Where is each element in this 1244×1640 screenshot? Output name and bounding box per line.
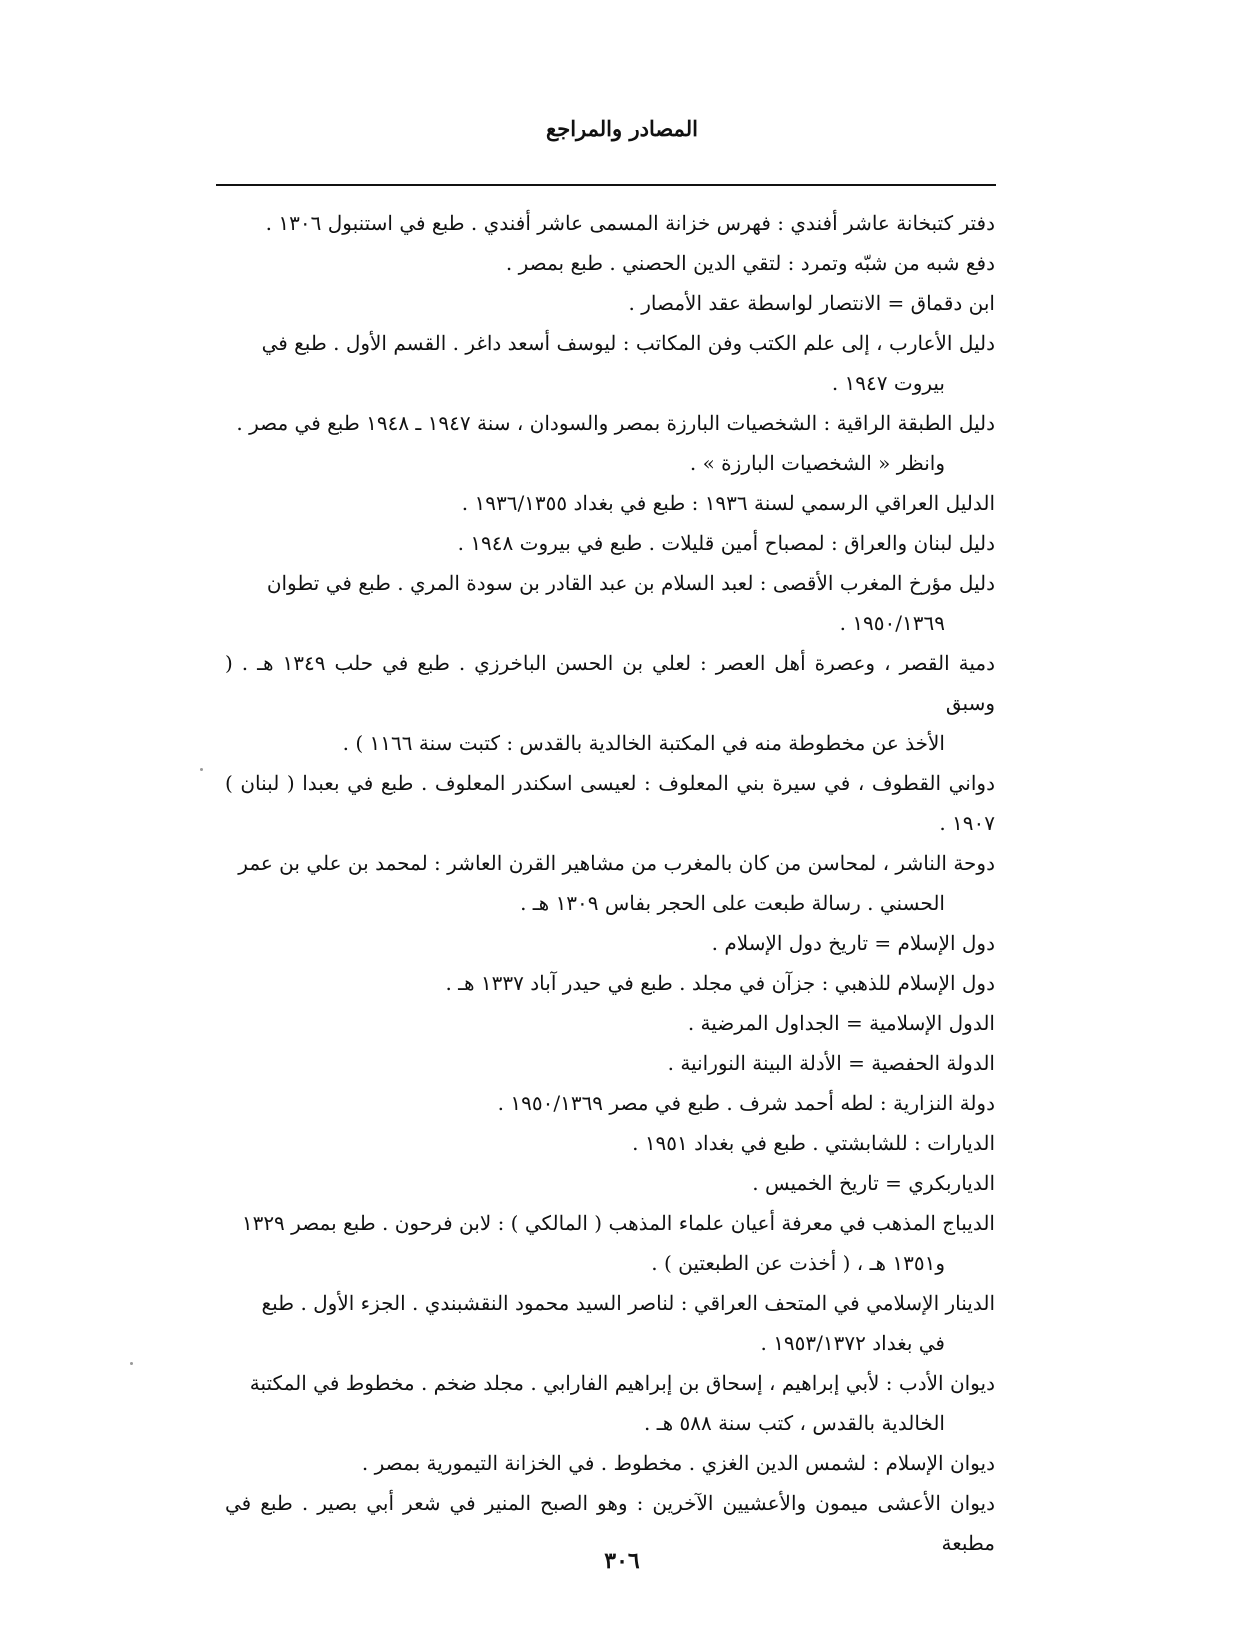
entry-text: دول الإسلام للذهبي : جزآن في مجلد . طبع في حيدر آباد ١٣٣٧ هـ . xyxy=(445,971,995,995)
entry-text: الدليل العراقي الرسمي لسنة ١٩٣٦ : طبع في بغداد ١٩٣٦/١٣٥٥ . xyxy=(461,491,995,515)
bibliography-entry xyxy=(225,1283,995,1363)
header-divider xyxy=(216,184,996,186)
entry-text: ديوان الأدب : لأبي إبراهيم ، إسحاق بن إبراهيم الفارابي . مجلد ضخم . مخطوط في المكتبة xyxy=(249,1371,995,1395)
bibliography-entry xyxy=(225,283,995,323)
entry-text: الدولة الحفصية = الأدلة البينة النورانية . xyxy=(667,1051,995,1075)
entry-text: دولة النزارية : لطه أحمد شرف . طبع في مصر ١٩٥٠/١٣٦٩ . xyxy=(497,1091,995,1115)
bibliography-entry xyxy=(225,1123,995,1163)
bibliography-entry xyxy=(225,763,995,843)
bibliography-entry xyxy=(225,243,995,283)
bibliography-entry xyxy=(225,843,995,923)
entry-text: دليل الطبقة الراقية : الشخصيات البارزة بمصر والسودان ، سنة ١٩٤٧ ـ ١٩٤٨ طبع في مصر . xyxy=(236,411,995,435)
entry-text: الدول الإسلامية = الجداول المرضية . xyxy=(687,1011,995,1035)
bibliography-entry xyxy=(225,1163,995,1203)
entry-text: الديارات : للشابشتي . طبع في بغداد ١٩٥١ . xyxy=(632,1131,995,1155)
entry-text: دليل الأعارب ، إلى علم الكتب وفن المكاتب : ليوسف أسعد داغر . القسم الأول . طبع في xyxy=(261,331,995,355)
entry-text: دمية القصر ، وعصرة أهل العصر : لعلي بن الحسن الباخرزي . طبع في حلب ١٣٤٩ هـ . ( وسبق xyxy=(225,651,995,715)
entry-text: دليل مؤرخ المغرب الأقصى : لعبد السلام بن عبد القادر بن سودة المري . طبع في تطوان xyxy=(266,571,995,595)
bibliography-entry xyxy=(225,483,995,523)
entry-continuation: و١٣٥١ هـ ، ( أخذت عن الطبعتين ) . xyxy=(651,1251,945,1275)
entry-continuation: الحسني . رسالة طبعت على الحجر بفاس ١٣٠٩ هـ . xyxy=(520,891,945,915)
bibliography-entry xyxy=(225,1363,995,1443)
entry-text: دول الإسلام = تاريخ دول الإسلام . xyxy=(711,931,995,955)
page-title: المصادر والمراجع xyxy=(546,116,698,141)
entry-text: دليل لبنان والعراق : لمصباح أمين قليلات . طبع في بيروت ١٩٤٨ . xyxy=(457,531,995,555)
entry-text: ديوان الإسلام : لشمس الدين الغزي . مخطوط . في الخزانة التيمورية بمصر . xyxy=(361,1451,995,1475)
bibliography-entry xyxy=(225,1203,995,1283)
entry-text: الدياربكري = تاريخ الخميس . xyxy=(752,1171,995,1195)
entry-text: دفتر كتبخانة عاشر أفندي : فهرس خزانة المسمى عاشر أفندي . طبع في استنبول ١٣٠٦ . xyxy=(265,211,995,235)
bibliography-entry xyxy=(225,643,995,763)
bibliography-list xyxy=(225,203,995,1563)
entry-continuation: وانظر « الشخصيات البارزة » . xyxy=(689,451,945,475)
bibliography-entry xyxy=(225,1083,995,1123)
entry-continuation: ١٩٥٠/١٣٦٩ . xyxy=(839,611,945,635)
bibliography-entry xyxy=(225,1003,995,1043)
entry-continuation: بيروت ١٩٤٧ . xyxy=(831,371,945,395)
entry-continuation: في بغداد ١٩٥٣/١٣٧٢ . xyxy=(760,1331,945,1355)
entry-text: الدينار الإسلامي في المتحف العراقي : لناصر السيد محمود النقشبندي . الجزء الأول . طبع xyxy=(261,1291,995,1315)
bibliography-entry xyxy=(225,403,995,483)
bibliography-entry xyxy=(225,203,995,243)
bibliography-entry xyxy=(225,323,995,403)
page-number: ٣٠٦ xyxy=(604,1548,640,1574)
entry-text: دواني القطوف ، في سيرة بني المعلوف : لعيسى اسكندر المعلوف . طبع في بعبدا ( لبنان ) ١٩٠٧ . xyxy=(225,771,995,835)
entry-text: ابن دقماق = الانتصار لواسطة عقد الأمصار . xyxy=(628,291,995,315)
entry-text: الديباج المذهب في معرفة أعيان علماء المذهب ( المالكي ) : لابن فرحون . طبع بمصر ١٣٢٩ xyxy=(241,1211,995,1235)
entry-continuation: الأخذ عن مخطوطة منه في المكتبة الخالدية بالقدس : كتبت سنة ١١٦٦ ) . xyxy=(342,731,945,755)
bibliography-entry xyxy=(225,563,995,643)
entry-text: دفع شبه من شبّه وتمرد : لتقي الدين الحصني . طبع بمصر . xyxy=(505,251,995,275)
entry-text: ديوان الأعشى ميمون والأعشيين الآخرين : وهو الصبح المنير في شعر أبي بصير . طبع في مطبعة xyxy=(225,1491,995,1555)
bibliography-entry xyxy=(225,923,995,963)
entry-continuation: الخالدية بالقدس ، كتب سنة ٥٨٨ هـ . xyxy=(644,1411,945,1435)
scan-speck xyxy=(200,768,203,771)
bibliography-entry xyxy=(225,523,995,563)
entry-text: دوحة الناشر ، لمحاسن من كان بالمغرب من مشاهير القرن العاشر : لمحمد بن علي بن عمر xyxy=(238,851,995,875)
bibliography-entry xyxy=(225,1443,995,1483)
bibliography-entry xyxy=(225,963,995,1003)
bibliography-entry xyxy=(225,1043,995,1083)
scan-speck xyxy=(130,1362,133,1365)
